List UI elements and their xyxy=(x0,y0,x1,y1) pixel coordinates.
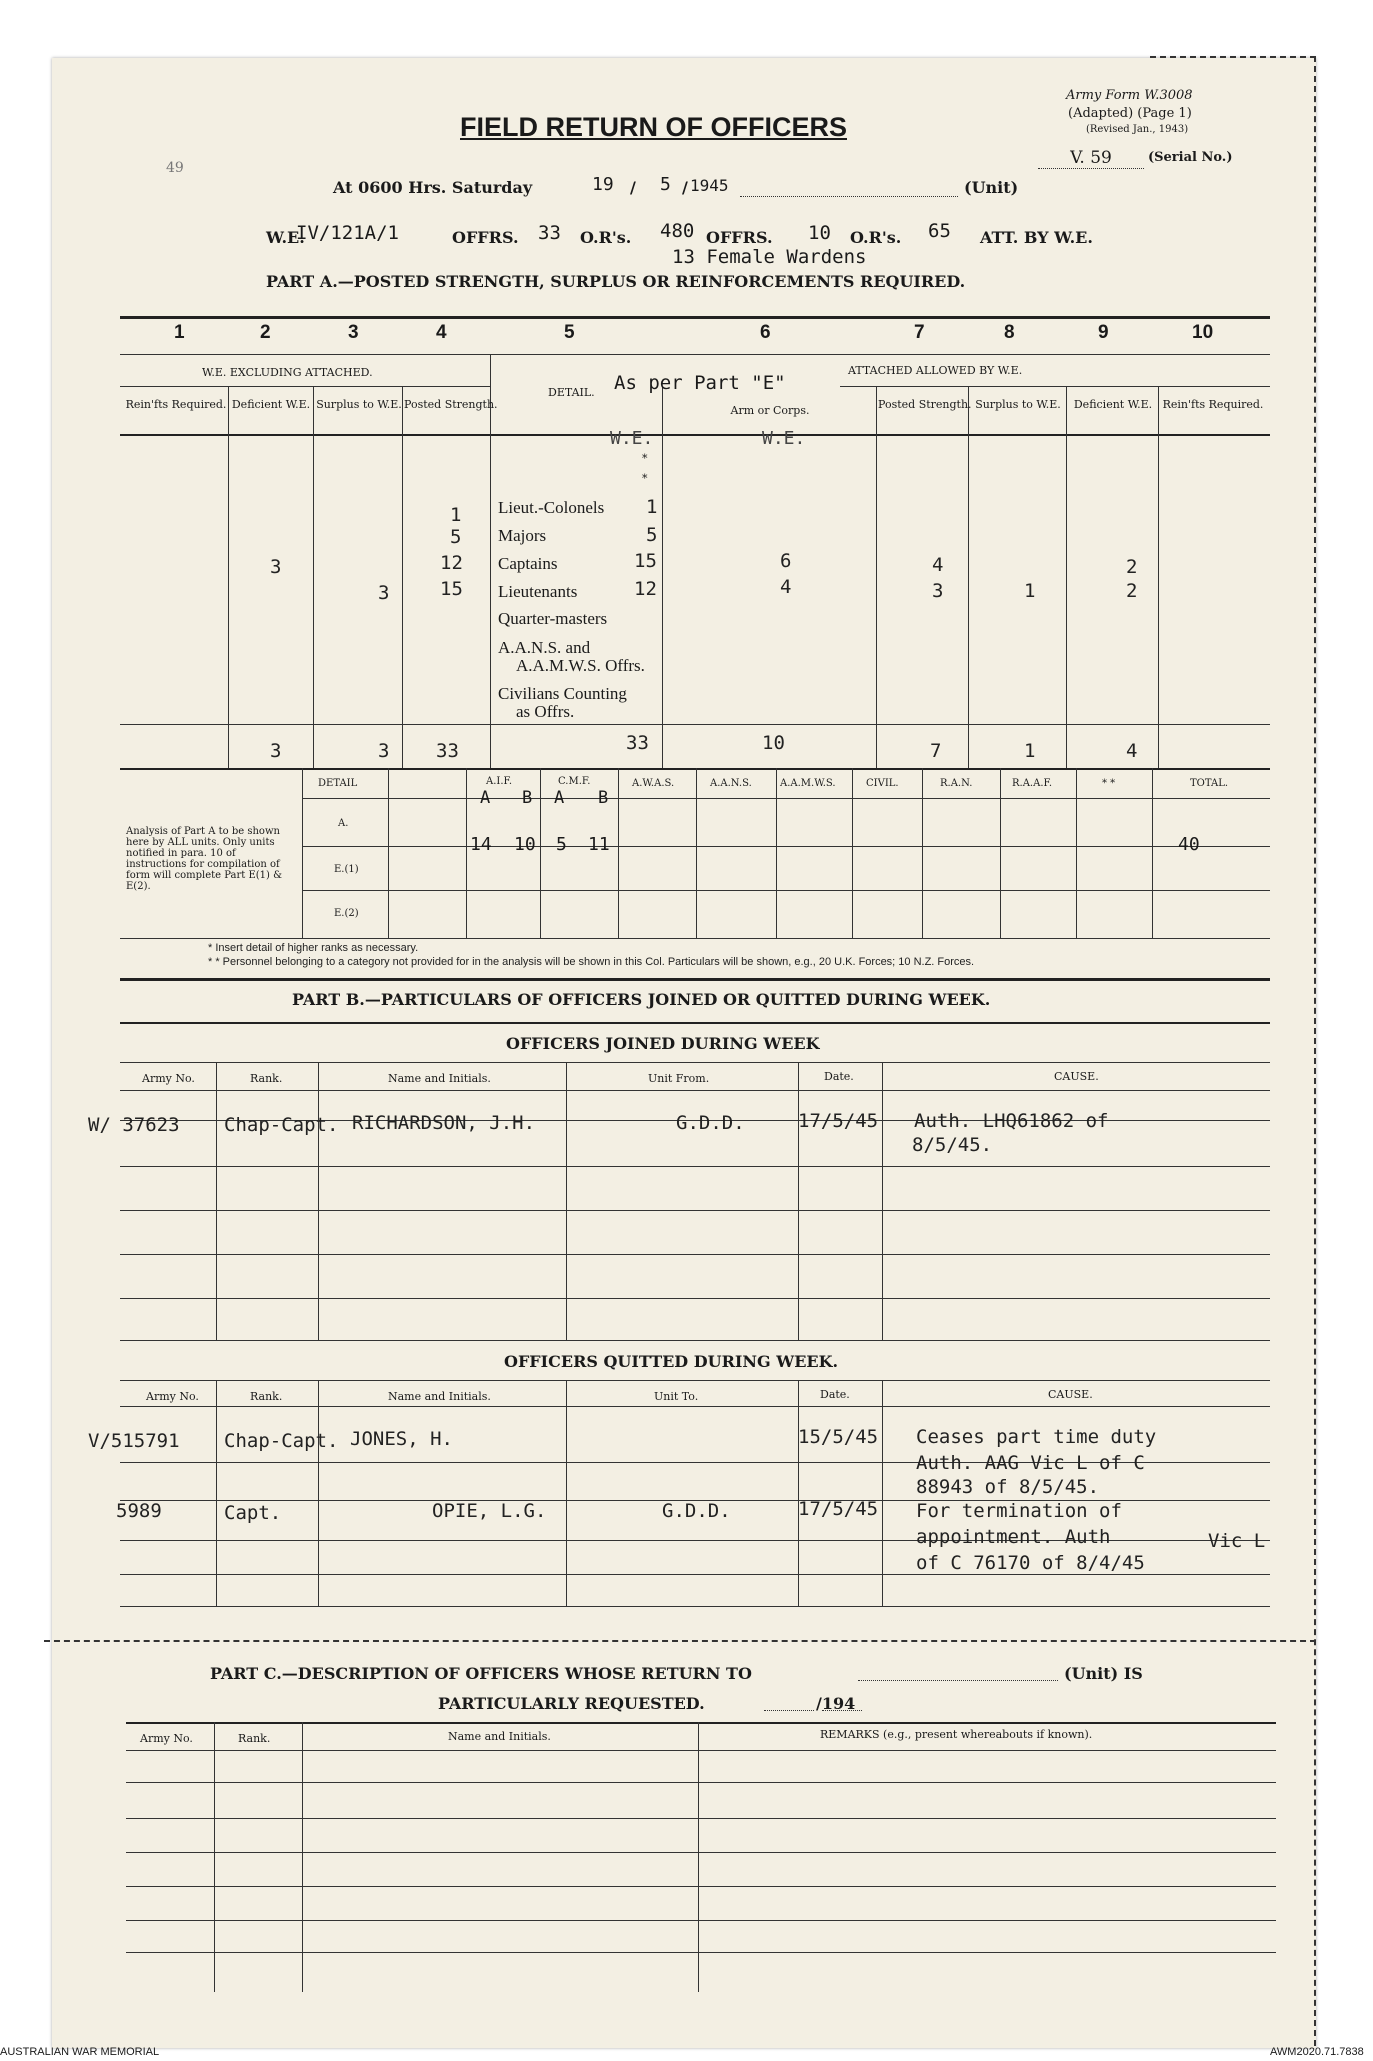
quitted-heading: OFFICERS QUITTED DURING WEEK. xyxy=(504,1352,839,1371)
joined-heading: OFFICERS JOINED DURING WEEK xyxy=(506,1034,820,1053)
date-month: 5 xyxy=(660,174,671,195)
joined-unit: G.D.D. xyxy=(676,1112,745,1134)
part-c-col-remarks: REMARKS (e.g., present whereabouts if known). xyxy=(820,1728,1093,1741)
offrs2-value: 10 xyxy=(808,222,831,244)
col-number-1: 1 xyxy=(174,322,185,343)
joined-col-date: Date. xyxy=(824,1070,854,1083)
q1-army-no: V/515791 xyxy=(88,1430,180,1452)
col-header-deficient: Deficient W.E. xyxy=(231,398,311,411)
aif-a-value: 14 xyxy=(470,834,492,855)
analysis-header-other: * * xyxy=(1102,778,1116,789)
offrs-value: 33 xyxy=(538,222,561,244)
serial-label: (Serial No.) xyxy=(1148,150,1233,165)
rank-captains: Captains xyxy=(498,554,558,573)
analysis-row-e1: E.(1) xyxy=(334,864,359,875)
army-form-label: Army Form W.3008 xyxy=(1066,88,1193,103)
cmf-b-label: B xyxy=(598,788,609,808)
date-day: 19 xyxy=(592,174,614,195)
analysis-header-aans: A.A.N.S. xyxy=(710,778,752,789)
total-posted: 33 xyxy=(436,740,459,762)
analysis-header-aamws: A.A.M.W.S. xyxy=(780,778,836,789)
joined-rank: Chap-Capt. xyxy=(224,1114,339,1136)
col-number-2: 2 xyxy=(260,322,271,343)
rank-lieutenants: Lieutenants xyxy=(498,582,578,601)
quitted-col-army-no: Army No. xyxy=(146,1390,199,1403)
total-att-def: 4 xyxy=(1126,740,1138,762)
analysis-header-cmf: C.M.F. xyxy=(558,776,591,787)
part-c-col-army-no: Army No. xyxy=(140,1732,193,1745)
joined-cause-2: 8/5/45. xyxy=(912,1134,993,1156)
total-att-posted: 7 xyxy=(930,740,942,762)
unit-label: (Unit) xyxy=(964,178,1019,197)
adapted-label: (Adapted) (Page 1) xyxy=(1068,106,1192,121)
col-number-10: 10 xyxy=(1192,322,1214,343)
we-label: W.E. xyxy=(266,228,305,247)
col-header-att-deficient: Deficient W.E. xyxy=(1073,398,1153,411)
date-year: 1945 xyxy=(690,176,729,195)
we-left-label: W.E. xyxy=(610,428,654,449)
joined-name: RICHARDSON, J.H. xyxy=(352,1112,536,1134)
col-number-6: 6 xyxy=(760,322,771,343)
as-per-note: As per Part "E" xyxy=(614,372,786,394)
q2-cause-1: For termination of xyxy=(916,1500,1122,1522)
arm-captains: 6 xyxy=(780,550,792,572)
we-captains: 15 xyxy=(634,550,657,572)
quitted-col-unit: Unit To. xyxy=(654,1390,699,1403)
part-c-heading-b: (Unit) IS xyxy=(1064,1664,1143,1683)
part-a-heading: PART A.—POSTED STRENGTH, SURPLUS OR REINFORCEMENTS REQUIRED. xyxy=(266,272,966,291)
q1-cause-1: Ceases part time duty xyxy=(916,1426,1157,1448)
col-header-att-surplus: Surplus to W.E. xyxy=(975,398,1061,411)
att-posted-lieutenants: 3 xyxy=(932,580,944,602)
q1-name: JONES, H. xyxy=(350,1428,453,1450)
joined-col-cause: CAUSE. xyxy=(1054,1070,1099,1083)
col-number-4: 4 xyxy=(436,322,447,343)
we-value: IV/121A/1 xyxy=(296,222,399,244)
ors2-label: O.R's. xyxy=(850,228,902,247)
part-b-heading: PART B.—PARTICULARS OF OFFICERS JOINED OR QUITTED DURING WEEK. xyxy=(292,990,991,1009)
rank-majors: Majors xyxy=(498,526,547,545)
joined-army-no: W/ 37623 xyxy=(88,1114,180,1136)
quitted-col-cause: CAUSE. xyxy=(1048,1388,1093,1401)
posted-lt-col: 1 xyxy=(450,504,462,526)
att-allowed-label: ATTACHED ALLOWED BY W.E. xyxy=(848,364,1023,377)
rank-qm: Quarter-masters xyxy=(498,609,608,628)
col-header-reinfts: Rein'fts Required. xyxy=(125,398,227,411)
tear-line-right xyxy=(1314,56,1316,2046)
tear-line-top xyxy=(1150,56,1316,58)
col-header-posted: Posted Strength. xyxy=(404,398,498,411)
rank-civilians-2: as Offrs. xyxy=(516,702,575,721)
quitted-col-date: Date. xyxy=(820,1388,850,1401)
joined-cause-1: Auth. LHQ61862 of xyxy=(914,1110,1109,1132)
cmf-a-value: 5 xyxy=(556,834,567,855)
q2-rank: Capt. xyxy=(224,1502,282,1524)
aif-b-label: B xyxy=(522,788,533,808)
footer-accession: AWM2020.71.7838 xyxy=(1270,2046,1364,2058)
part-c-heading-c: PARTICULARLY REQUESTED. xyxy=(438,1694,705,1713)
q2-cause-2: appointment. Auth xyxy=(916,1526,1111,1548)
att-def-captains: 2 xyxy=(1126,556,1138,578)
analysis-note: Analysis of Part A to be shown here by ALL units. Only units notified in para. 10 of instructions for compilation of form will complete Part E(1) & E(2). xyxy=(126,826,282,892)
q2-date: 17/5/45 xyxy=(798,1498,879,1520)
rank-lt-col: Lieut.-Colonels xyxy=(498,498,605,517)
q1-cause-2: Auth. AAG Vic L of C xyxy=(916,1452,1145,1474)
joined-date: 17/5/45 xyxy=(798,1110,879,1132)
surplus-lieutenants: 3 xyxy=(378,582,390,604)
footnote-1: * Insert detail of higher ranks as necessary. xyxy=(208,942,419,954)
analysis-header-raaf: R.A.A.F. xyxy=(1012,778,1053,789)
analysis-row-e2: E.(2) xyxy=(334,908,359,919)
we-lieutenants: 12 xyxy=(634,578,657,600)
tear-line-middle xyxy=(44,1640,1316,1642)
deficient-captains: 3 xyxy=(270,556,282,578)
part-c-heading-a: PART C.—DESCRIPTION OF OFFICERS WHOSE RETURN TO xyxy=(210,1664,752,1683)
we-right-label: W.E. xyxy=(762,428,806,449)
analysis-header-total: TOTAL. xyxy=(1190,778,1229,789)
total-deficient: 3 xyxy=(270,740,282,762)
quitted-col-rank: Rank. xyxy=(250,1390,283,1403)
arm-lieutenants: 4 xyxy=(780,576,792,598)
quitted-col-name: Name and Initials. xyxy=(388,1390,491,1403)
analysis-header-civil: CIVIL. xyxy=(866,778,899,789)
q2-cause-2b: Vic L xyxy=(1208,1530,1266,1552)
ors-value: 480 xyxy=(660,220,695,242)
part-c-heading-d: /194 xyxy=(816,1694,856,1713)
revised-label: (Revised Jan., 1943) xyxy=(1086,124,1189,135)
q2-cause-3: of C 76170 of 8/4/45 xyxy=(916,1552,1145,1574)
analysis-header-detail: DETAIL xyxy=(318,778,358,789)
detail-label: DETAIL. xyxy=(548,386,595,399)
col-number-7: 7 xyxy=(914,322,925,343)
q1-date: 15/5/45 xyxy=(798,1426,879,1448)
joined-col-unit: Unit From. xyxy=(648,1072,710,1085)
joined-col-army-no: Army No. xyxy=(142,1072,195,1085)
page-title: FIELD RETURN OF OFFICERS xyxy=(460,112,847,142)
analysis-total-value: 40 xyxy=(1178,834,1200,855)
analysis-header-ran: R.A.N. xyxy=(940,778,973,789)
posted-majors: 5 xyxy=(450,526,462,548)
col-number-8: 8 xyxy=(1004,322,1015,343)
cmf-b-value: 11 xyxy=(588,834,610,855)
joined-col-name: Name and Initials. xyxy=(388,1072,491,1085)
col-number-3: 3 xyxy=(348,322,359,343)
total-arm: 10 xyxy=(762,732,785,754)
we-majors: 5 xyxy=(646,524,658,546)
rank-civilians: Civilians Counting xyxy=(498,684,627,703)
part-c-col-rank: Rank. xyxy=(238,1732,271,1745)
ors-label: O.R's. xyxy=(580,228,632,247)
footnote-2: * * Personnel belonging to a category not provided for in the analysis will be shown in this Col. Particulars will be shown, e.g., 20 U.K. Forces; 10 N.Z. Forces. xyxy=(208,956,975,968)
cmf-a-label: A xyxy=(554,788,565,808)
att-surplus-lieutenants: 1 xyxy=(1024,580,1036,602)
col-header-att-reinfts: Rein'fts Required. xyxy=(1162,398,1264,411)
att-posted-captains: 4 xyxy=(932,554,944,576)
aif-b-value: 10 xyxy=(514,834,536,855)
offrs-label: OFFRS. xyxy=(452,228,519,247)
wardens-note: 13 Female Wardens xyxy=(672,246,867,268)
at-label: At 0600 Hrs. Saturday xyxy=(333,178,533,197)
we-excluding-label: W.E. EXCLUDING ATTACHED. xyxy=(202,366,373,379)
offrs2-label: OFFRS. xyxy=(706,228,773,247)
rank-aamws: A.A.M.W.S. Offrs. xyxy=(516,656,645,675)
ors2-value: 65 xyxy=(928,220,951,242)
total-surplus: 3 xyxy=(378,740,390,762)
analysis-row-a: A. xyxy=(338,818,349,829)
star-2: * xyxy=(642,472,648,485)
q1-rank: Chap-Capt. xyxy=(224,1430,339,1452)
joined-col-rank: Rank. xyxy=(250,1072,283,1085)
posted-captains: 12 xyxy=(440,552,463,574)
stamp-mark: 49 xyxy=(166,160,184,176)
att-def-lieutenants: 2 xyxy=(1126,580,1138,602)
col-number-9: 9 xyxy=(1098,322,1109,343)
serial-value: V. 59 xyxy=(1038,148,1144,169)
total-att-surplus: 1 xyxy=(1024,740,1036,762)
col-header-surplus: Surplus to W.E. xyxy=(316,398,402,411)
we-lt-col: 1 xyxy=(646,496,658,518)
analysis-header-awas: A.W.A.S. xyxy=(632,778,675,789)
star-1: * xyxy=(642,452,648,465)
att-label: ATT. BY W.E. xyxy=(980,228,1093,247)
col-header-att-posted: Posted Strength. xyxy=(878,398,972,411)
q1-cause-3: 88943 of 8/5/45. xyxy=(916,1476,1100,1498)
total-we: 33 xyxy=(626,732,649,754)
analysis-header-aif: A.I.F. xyxy=(486,776,513,787)
q2-name: OPIE, L.G. xyxy=(432,1500,547,1522)
col-number-5: 5 xyxy=(564,322,575,343)
q2-unit: G.D.D. xyxy=(662,1500,731,1522)
part-c-col-name: Name and Initials. xyxy=(448,1730,551,1743)
aif-a-label: A xyxy=(480,788,491,808)
rank-aans: A.A.N.S. and xyxy=(498,638,591,657)
posted-lieutenants: 15 xyxy=(440,578,463,600)
footer-institution: AUSTRALIAN WAR MEMORIAL xyxy=(0,2046,160,2058)
col-header-arm: Arm or Corps. xyxy=(730,404,810,417)
q2-army-no: 5989 xyxy=(116,1500,162,1522)
